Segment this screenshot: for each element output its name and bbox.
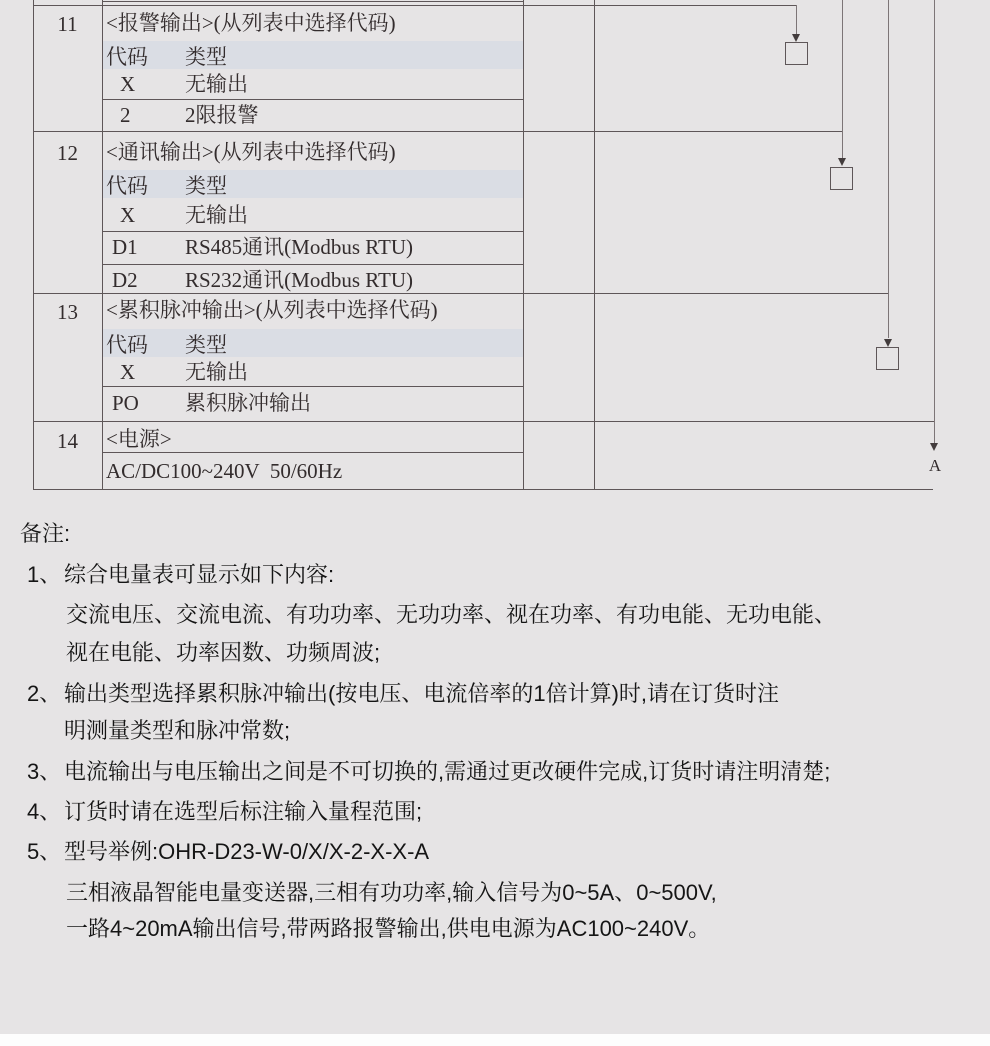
note-number: 5、 xyxy=(27,839,62,864)
note-line: 三相液晶智能电量变送器,三相有功功率,输入信号为0~5A、0~500V, xyxy=(66,880,717,905)
col-header-code: 代码 xyxy=(106,174,148,198)
col-header-type: 类型 xyxy=(185,333,227,357)
row-title: <通讯输出>(从列表中选择代码) xyxy=(106,140,396,164)
option-type: RS485通讯(Modbus RTU) xyxy=(185,235,414,259)
code-header-row xyxy=(106,44,227,70)
row-title: <报警输出>(从列表中选择代码) xyxy=(106,11,396,35)
arrow-down-icon xyxy=(838,158,846,166)
option-type: 2限报警 xyxy=(185,103,259,127)
selection-leg-line xyxy=(934,0,935,443)
note-line: 订货时请在选型后标注输入量程范围; xyxy=(64,799,423,824)
note-number: 2、 xyxy=(27,681,62,706)
col-header-code: 代码 xyxy=(106,333,148,357)
table-border-v xyxy=(523,0,524,490)
note-line: 综合电量表可显示如下内容: xyxy=(64,562,335,587)
option-code: X xyxy=(120,72,136,96)
table-border-h xyxy=(102,452,523,453)
option-type: RS232通讯(Modbus RTU) xyxy=(185,268,414,292)
option-code: X xyxy=(120,203,136,227)
code-header-row xyxy=(106,173,227,199)
row-number: 11 xyxy=(57,12,78,36)
table-border-h xyxy=(33,5,797,6)
note-line: 型号举例:OHR-D23-W-0/X/X-2-X-X-A xyxy=(64,839,430,864)
option-row xyxy=(106,267,413,293)
note-line: 交流电压、交流电流、有功功率、无功功率、视在功率、有功电能、无功电能、 xyxy=(66,602,837,627)
table-border-v xyxy=(102,0,103,490)
table-border-v xyxy=(33,0,34,490)
end-label: A xyxy=(928,456,942,475)
option-row xyxy=(106,102,259,128)
selection-leg-line xyxy=(888,0,889,338)
option-row xyxy=(106,234,413,260)
row-title: <电源> xyxy=(106,427,172,451)
option-code: X xyxy=(120,360,136,384)
note-line: 电流输出与电压输出之间是不可切换的,需通过更改硬件完成,订货时请注明清楚; xyxy=(64,759,831,784)
selection-box-alarm-output xyxy=(785,42,808,65)
col-header-code: 代码 xyxy=(106,45,148,69)
table-border-h xyxy=(33,293,889,294)
power-supply-spec: AC/DC100~240V 50/60Hz xyxy=(106,459,343,483)
note-line: 明测量类型和脉冲常数; xyxy=(64,718,291,743)
option-type: 无输出 xyxy=(185,72,248,96)
table-border-h xyxy=(102,99,523,100)
option-type: 无输出 xyxy=(185,360,248,384)
table-border-v xyxy=(594,0,595,490)
col-header-type: 类型 xyxy=(185,174,227,198)
row-number: 13 xyxy=(57,300,78,324)
code-header-row xyxy=(106,332,227,358)
option-row xyxy=(106,71,248,97)
row-title: <累积脉冲输出>(从列表中选择代码) xyxy=(106,298,438,322)
arrow-down-icon xyxy=(884,339,892,347)
selection-leg-line xyxy=(796,5,797,37)
page-bottom-strip xyxy=(0,1034,990,1046)
option-code: D1 xyxy=(112,235,138,259)
row-number: 14 xyxy=(57,429,78,453)
option-type: 累积脉冲输出 xyxy=(185,391,311,415)
note-number: 4、 xyxy=(27,799,62,824)
table-border-h xyxy=(102,264,523,265)
option-code: PO xyxy=(112,391,139,415)
table-border-h xyxy=(102,386,523,387)
note-number: 3、 xyxy=(27,759,62,784)
option-row xyxy=(106,359,248,385)
row-number: 12 xyxy=(57,141,78,165)
option-code: 2 xyxy=(120,103,131,127)
option-type: 无输出 xyxy=(185,203,248,227)
table-border-h xyxy=(33,421,935,422)
col-header-type: 类型 xyxy=(185,45,227,69)
table-border-h xyxy=(102,1,523,2)
option-code: D2 xyxy=(112,268,138,292)
arrow-down-icon xyxy=(930,443,938,451)
option-row xyxy=(106,390,311,416)
table-border-h xyxy=(102,231,523,232)
note-line: 输出类型选择累积脉冲输出(按电压、电流倍率的1倍计算)时,请在订货时注 xyxy=(64,681,780,706)
note-line: 视在电能、功率因数、功频周波; xyxy=(66,640,381,665)
table-border-h xyxy=(33,131,843,132)
selection-box-comm-output xyxy=(830,167,853,190)
selection-leg-line xyxy=(842,0,843,159)
note-line: 一路4~20mA输出信号,带两路报警输出,供电电源为AC100~240V。 xyxy=(66,916,711,941)
selection-box-pulse-output xyxy=(876,347,899,370)
table-border-h xyxy=(33,489,933,490)
option-row xyxy=(106,202,248,228)
note-number: 1、 xyxy=(27,562,62,587)
arrow-down-icon xyxy=(792,34,800,42)
notes-heading: 备注: xyxy=(20,521,71,546)
